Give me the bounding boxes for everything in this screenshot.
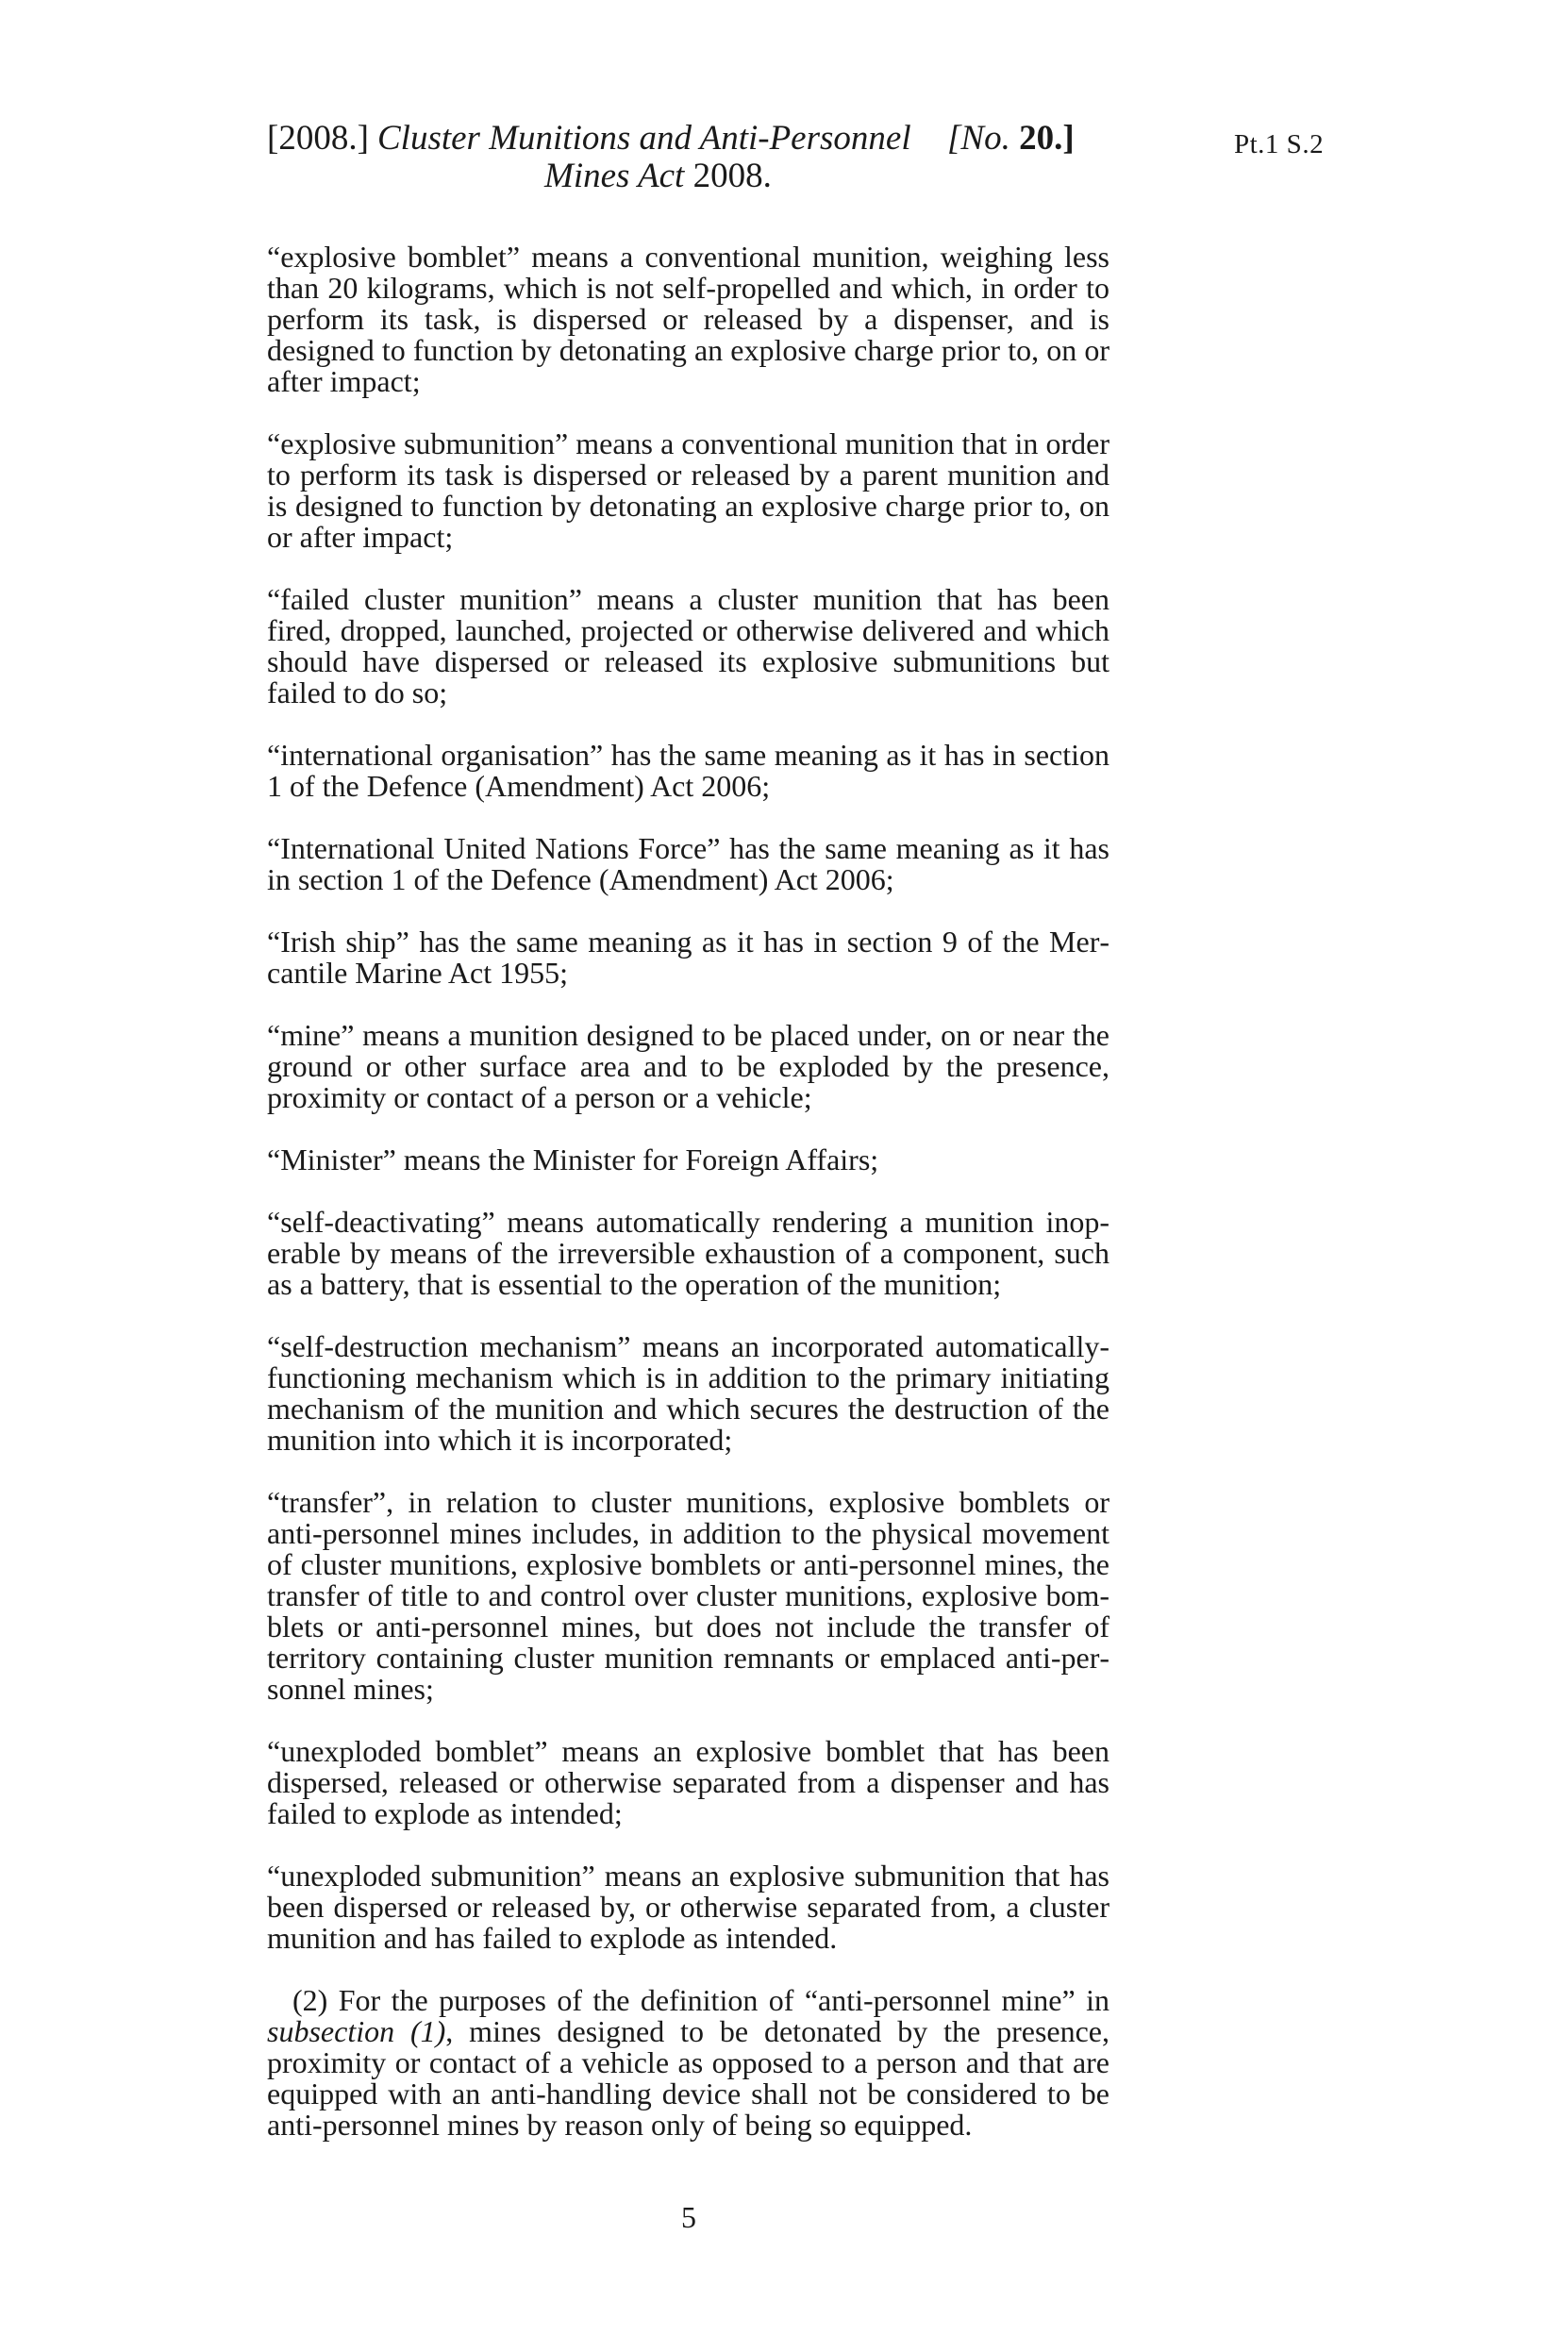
definition-failed-cluster-munition: “failed cluster munition” means a cluster munition that has been fired, dropped, launched, projected or otherwise delivered and which should have dispersed or released its explosive submunitions but failed to do so; bbox=[267, 582, 1109, 709]
header-number-prefix: [No. bbox=[947, 119, 1010, 158]
header-act-title: Cluster Munitions and Anti-Personnel bbox=[377, 119, 911, 158]
header-act-number bbox=[947, 121, 1075, 157]
header-title-year: 2008. bbox=[692, 157, 772, 195]
subsection-2-text-before: (2) For the purposes of the definition of “anti-personnel mine” in bbox=[292, 1983, 1109, 2017]
subsection-2-text-after: , mines designed to be detonated by the presence, proximity or contact of a vehicle as opposed to a person and that are equipped with an anti-handling device shall not be considered to be anti-personnel mines by reason only of being so equipped. bbox=[267, 2014, 1110, 2142]
running-header bbox=[267, 121, 1135, 194]
definition-minister: “Minister” means the Minister for Foreign Affairs; bbox=[267, 1143, 879, 1176]
definition-irish-ship: “Irish ship” has the same meaning as it has in section 9 of the Mercantile Marine Act 1955; bbox=[267, 925, 1109, 990]
definition-transfer: “transfer”, in relation to cluster munitions, explosive bomblets or anti-personnel mines includes, in addition to the physical movement of cluster munitions, explosive bomblets or anti-personnel mines, the transfer of title to and control over cluster munitions, explosive bomblets or anti-personnel mines, but does not include the transfer of territory containing cluster munition remnants or emplaced anti-personnel mines; bbox=[267, 1485, 1109, 1706]
subsection-2 bbox=[267, 1985, 1109, 2141]
definition-unexploded-bomblet: “unexploded bomblet” means an explosive bomblet that has been dispersed, released or otherwise separated from a dispenser and has failed to explode as intended; bbox=[267, 1734, 1109, 1830]
definition-self-deactivating: “self-deactivating” means automatically rendering a munition inoperable by means of the irreversible exhaustion of a component, such as a battery, that is essential to the operation of the munition; bbox=[267, 1205, 1109, 1301]
header-number-value: 20.] bbox=[1019, 119, 1075, 158]
page-number: 5 bbox=[681, 2200, 696, 2234]
definition-international-un-force: “International United Nations Force” has the same meaning as it has in section 1 of the Defence (Amendment) Act 2006; bbox=[267, 831, 1109, 896]
definition-unexploded-submunition: “unexploded submunition” means an explosive submunition that has been dispersed or released by, or otherwise separated from, a cluster munition and has failed to explode as intended. bbox=[267, 1859, 1109, 1955]
definition-mine: “mine” means a munition designed to be placed under, on or near the ground or other surface area and to be exploded by the presence, proximity or contact of a person or a vehicle; bbox=[267, 1018, 1109, 1114]
definition-self-destruction-mechanism: “self-destruction mechanism” means an incorporated automatically-functioning mechanism which is in addition to the primary initiating mechanism of the munition and which secures the destruction of the munition into which it is incorporated; bbox=[267, 1329, 1109, 1457]
header-title-italic: Mines Act bbox=[544, 157, 685, 195]
definition-international-organisation: “international organisation” has the same meaning as it has in section 1 of the Defence (Amendment) Act 2006; bbox=[267, 738, 1109, 803]
subsection-reference: subsection (1) bbox=[267, 2014, 446, 2048]
header-act-title-continued bbox=[544, 158, 772, 194]
marginal-part-section-reference: Pt.1 S.2 bbox=[1234, 129, 1325, 159]
header-line-2 bbox=[267, 158, 1135, 194]
document-body bbox=[267, 242, 1109, 2172]
header-line-1 bbox=[267, 121, 1135, 157]
definition-explosive-bomblet: “explosive bomblet” means a conventional munition, weighing less than 20 kilograms, which is not self-propelled and which, in order to perform its task, is dispersed or released by a dispenser, and is designed to function by detonating an explosive charge prior to, on or after impact; bbox=[267, 240, 1109, 398]
header-year: [2008.] bbox=[267, 119, 369, 158]
definition-explosive-submunition: “explosive submunition” means a conventional munition that in order to perform its task is dispersed or released by a parent munition and is designed to function by detonating an explosive charge prior to, on or after impact; bbox=[267, 426, 1109, 554]
